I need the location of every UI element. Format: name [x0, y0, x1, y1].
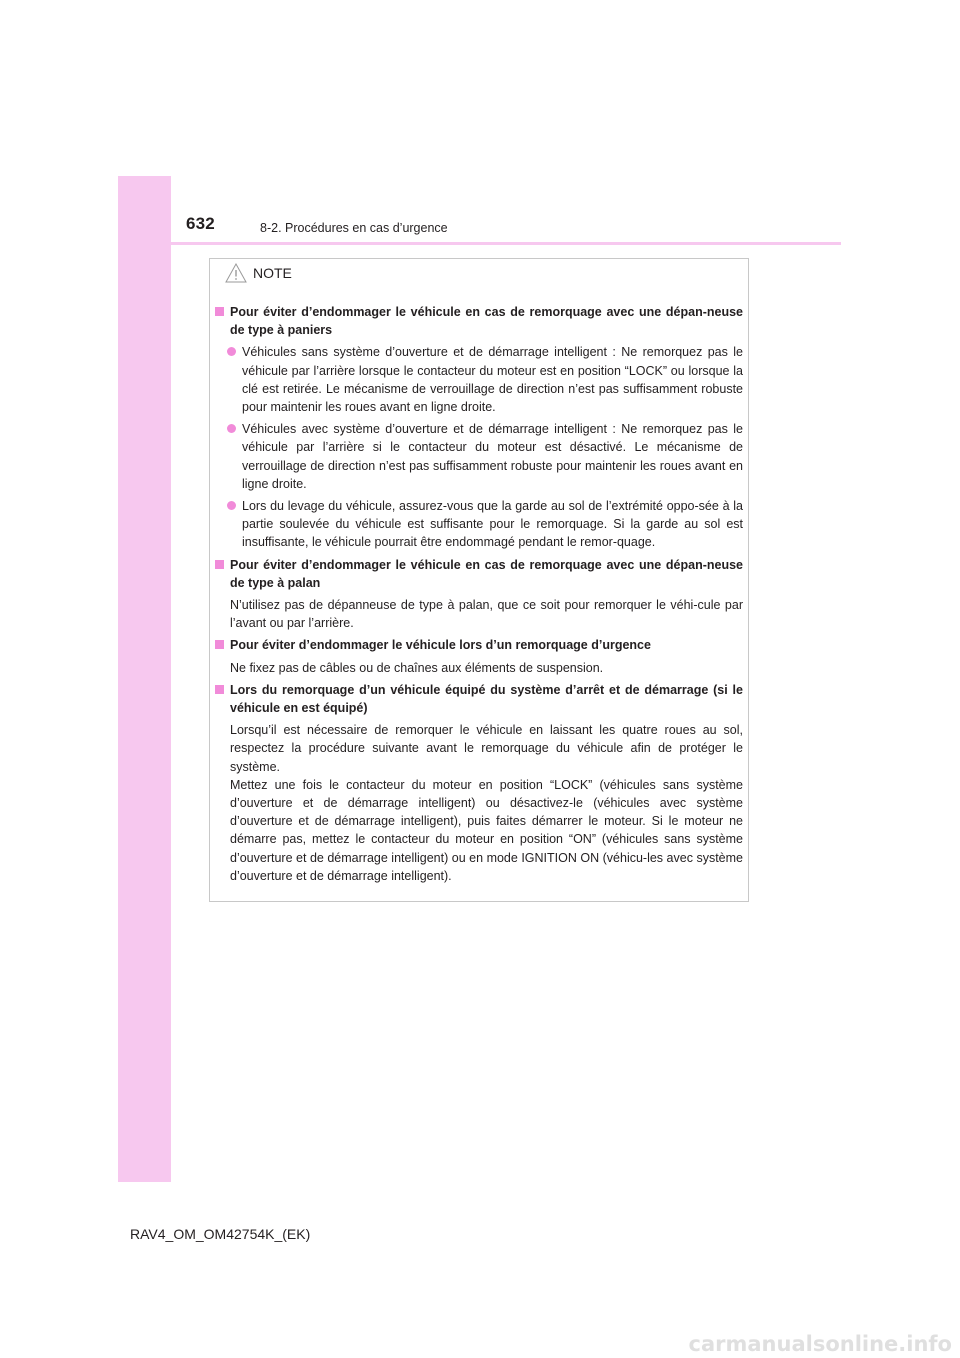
note-box — [209, 258, 749, 902]
round-bullet-icon — [227, 501, 236, 510]
square-bullet-icon — [215, 685, 224, 694]
bullet-item: Véhicules avec système d’ouverture et de démarrage intelligent : Ne remorquez pas le véhicule par l’arrière si le contacteur du moteur est désactivé. Le mécanisme de verrouillage de direction n’est pas suffisamment robuste pour maintenir les roues avant en ligne droite. — [215, 420, 743, 493]
section-heading: Lors du remorquage d’un véhicule équipé du système d’arrêt et de démarrage (si le véhicule en est équipé) — [215, 681, 743, 717]
section-paragraph: Mettez une fois le contacteur du moteur en position “LOCK” (véhicules sans système d’ouverture et de démarrage intelligent) ou désactivez-le (véhicules avec système d’ouverture et de démarrage intelligent), puis faites démarrer le moteur. Si le moteur ne démarre pas, mettez le contacteur du moteur en position “ON” (véhicules sans système d’ouverture et de démarrage intelligent) ou en mode IGNITION ON (véhicu-les avec système d’ouverture et de démarrage intelligent). — [230, 777, 743, 883]
square-bullet-icon — [215, 640, 224, 649]
note-content — [215, 303, 743, 889]
manual-code: RAV4_OM_OM42754K_(EK) — [130, 1226, 311, 1242]
note-header — [225, 259, 292, 287]
section-paragraph: N’utilisez pas de dépanneuse de type à palan, que ce soit pour remorquer le véhi-cule par l’avant ou par l’arrière. — [230, 598, 743, 631]
round-bullet-icon — [227, 424, 236, 433]
section-paragraph: Lorsqu’il est nécessaire de remorquer le véhicule en laissant les quatre roues au sol, respectez la procédure suivante avant le remorquage du véhicule afin de protéger le système. — [230, 723, 743, 774]
warning-triangle-icon — [225, 263, 247, 283]
round-bullet-icon — [227, 347, 236, 356]
section-heading: Pour éviter d’endommager le véhicule lors d’un remorquage d’urgence — [215, 636, 743, 654]
header-rule — [118, 242, 841, 245]
section-title: 8-2. Procédures en cas d’urgence — [260, 221, 448, 235]
section-heading: Pour éviter d’endommager le véhicule en cas de remorquage avec une dépan-neuse de type à paniers — [215, 303, 743, 339]
bullet-item: Véhicules sans système d’ouverture et de démarrage intelligent : Ne remorquez pas le véhicule par l’arrière lorsque le contacteur du moteur est en position “LOCK” ou lorsque la clé est retirée. Le mécanisme de verrouillage de direction n’est pas suffisamment robuste pour maintenir les roues avant en ligne droite. — [215, 343, 743, 416]
section-paragraph: Ne fixez pas de câbles ou de chaînes aux éléments de suspension. — [230, 660, 604, 675]
page-number: 632 — [186, 214, 215, 233]
side-margin-band — [118, 176, 171, 1182]
watermark: carmanualsonline.info — [688, 1332, 952, 1356]
square-bullet-icon — [215, 560, 224, 569]
bullet-item: Lors du levage du véhicule, assurez-vous que la garde au sol de l’extrémité oppo-sée à la partie soulevée du véhicule est suffisante pour le remorquage. Si la garde au sol est insuffisante, le véhicule pourrait être endommagé pendant le remor-quage. — [215, 497, 743, 552]
section-heading: Pour éviter d’endommager le véhicule en cas de remorquage avec une dépan-neuse de type à palan — [215, 556, 743, 592]
square-bullet-icon — [215, 307, 224, 316]
note-title: NOTE — [253, 265, 292, 281]
